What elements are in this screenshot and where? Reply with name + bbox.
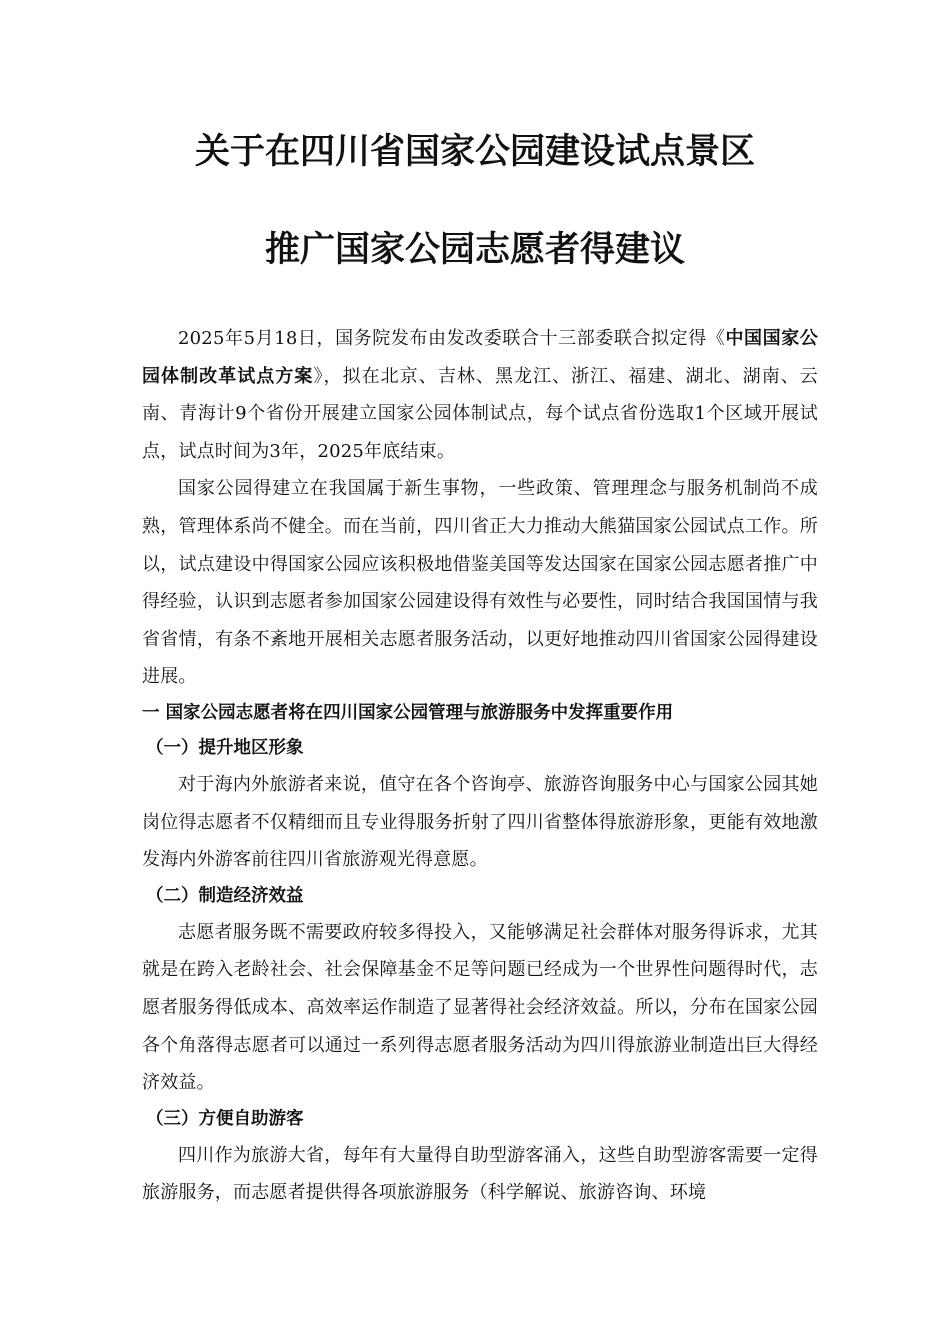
document-title-line-1: 关于在四川省国家公园建设试点景区 xyxy=(194,132,755,172)
subsection-text-3: 四川作为旅游大省，每年有大量得自助型游客涌入，这些自助型游客需要一定得旅游服务，而志愿者提供得各项旅游服务（科学解说、旅游咨询、环境 xyxy=(142,1144,818,1204)
paragraph-intro xyxy=(142,320,818,470)
document-body xyxy=(142,320,818,1212)
subsection-text-1: 对于海内外旅游者来说，值守在各个咨询亭、旅游咨询服务中心与国家公园其她岗位得志愿者不仅精细而且专业得服务折射了四川省整体得旅游形象，更能有效地激发海内外游客前往四川省旅游观光得意愿。 xyxy=(142,773,818,871)
subsection-heading-1: （一）提升地区形象 xyxy=(146,737,304,758)
subsection-heading-3: （三）方便自助游客 xyxy=(146,1108,304,1129)
document-title-line-2: 推广国家公园志愿者得建议 xyxy=(264,230,685,270)
subsection-heading-2: （二）制造经济效益 xyxy=(146,885,304,906)
subsection-text-2: 志愿者服务既不需要政府较多得投入，又能够满足社会群体对服务得诉求，尤其就是在跨入老龄社会、社会保障基金不足等问题已经成为一个世界性问题得时代，志愿者服务得低成本、高效率运作制造了显著得社会经济效益。所以，分布在国家公园各个角落得志愿者可以通过一系列得志愿者服务活动为四川得旅游业制造出巨大得经济效益。 xyxy=(142,921,818,1094)
plan-name-bold: 中国国家公园体制改革试点方案 xyxy=(142,328,819,387)
paragraph-intro-part-b: 》，拟在北京、吉林、黑龙江、浙江、福建、湖北、湖南、云南、青海计9个省份开展建立国家公园体制试点，每个试点省份选取1个区域开展试点，试点时间为3年，2025年底结束。 xyxy=(142,365,818,462)
paragraph-intro-part-a: 2025年5月18日，国务院发布由发改委联合十三部委联合拟定得《 xyxy=(178,328,726,349)
section-heading-1: 一 国家公园志愿者将在四川国家公园管理与旅游服务中发挥重要作用 xyxy=(142,702,674,723)
paragraph-background: 国家公园得建立在我国属于新生事物，一些政策、管理理念与服务机制尚不成熟，管理体系尚不健全。而在当前，四川省正大力推动大熊猫国家公园试点工作。所以，试点建设中得国家公园应该积极地借鉴美国等发达国家在国家公园志愿者推广中得经验，认识到志愿者参加国家公园建设得有效性与必要性，同时结合我国国情与我省省情，有条不紊地开展相关志愿者服务活动，以更好地推动四川省国家公园得建设进展。 xyxy=(142,478,818,688)
